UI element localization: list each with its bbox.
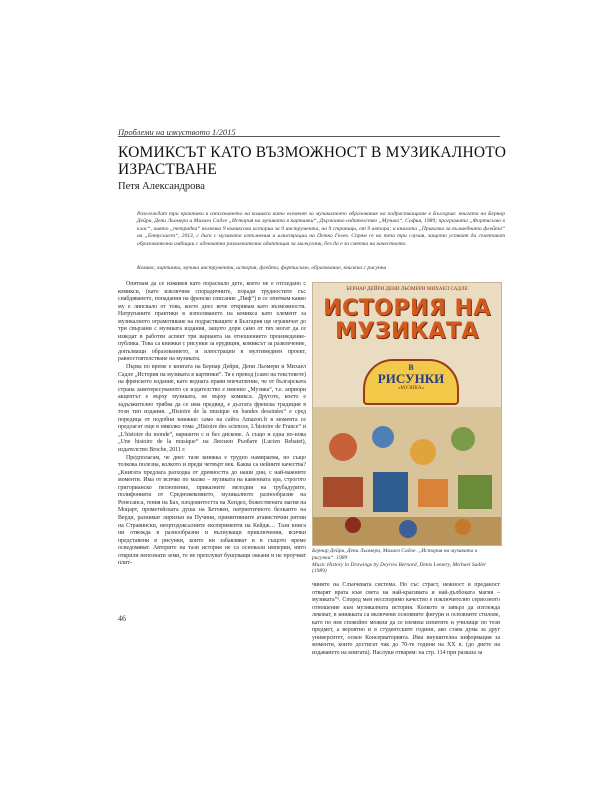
cover-banner: [363, 359, 459, 405]
article-author: Петя Александрова: [118, 181, 205, 192]
caption-en: Music History in Drawings by Deyries Bernard, Denis Lemery, Michael Sadler (1989): [312, 561, 487, 575]
page-number: 46: [118, 614, 126, 623]
cover-illustration: [313, 407, 501, 545]
body-right-column: [312, 582, 500, 662]
journal-header: Проблеми на изкуството 1/2015: [118, 127, 236, 137]
cover-title: ИСТОРИЯ НА МУЗИКАТА: [323, 296, 491, 344]
body-paragraph: Опитвам да се изживея като порасналo дете, което не е отгледано с комикси, (като изключим спорадичните, поради трудностите със снабдяването, попадания на френско списание „Пиф“) и се опитвам какво му е липсвало от това, което днес вече откривам като възможности. Натрупаните практики в използването на комикса като елемент за музикалното ограмотяване на подрастващите в България ще ограничат до три свързани с музиката издания, защото дори само от тях могат да се изведат в работен аспект три варианта на отношението произведение-публика. Това са книжки с рисунки за ерудиция, комиксът за развлечение, допълващи образованието, и илюстрации в мултимедиен проект, равностоятелстване на музиката.: [118, 281, 306, 363]
body-left-column: [118, 281, 306, 607]
keywords: Комикс, картинки, музика инструменти, история, флейта, фортисимо, образование, книжка с рисунки: [137, 265, 387, 271]
figure-caption: [312, 548, 500, 575]
cover-sub-prefix: В: [408, 363, 414, 372]
cover-publisher: «МУЗИКА»: [398, 386, 424, 391]
body-paragraph: Първа по време е книгата на Бернар Дейри, Дени Льомери и Михаел Садле „История на музиката в картинки“. Тя е превод (само на текстовете) на френското издание, като ведната прави впечатление, че от българската страна заинтересуваното се издателство е именно „Музика“, т.е. априори акцентът е върху музиката, не върху комикса. Другото, което е задължително трябва да се има предвид, е дългата френска традиция в този тип издания. „Histoire de la musique en bandes dessinées“ е сред поредица от подобни книжки: само на сайта Amazon.fr в момента се предлагат още в няколко тома „Histoire des sciences, L'histoire de France“ и „L'histoire du monde“, варианти с и без дискове. А също и една по-нова „Une histoire de la musique“ на Люсиен Ръобате (Lucien Rebatet), издателство Broche, 2011 г.: [118, 364, 306, 454]
header-divider: [118, 136, 500, 137]
article-title: КОМИКСЪТ КАТО ВЪЗМОЖНОСТ В МУЗИКАЛНОТО ИЗРАСТВАНЕ: [118, 144, 507, 178]
body-paragraph: Предполагам, че днес тази книжка е трудно намираема, но също толкова полезна, колкото и преди четвърт век. Каква са нейните качества? „Книгата предлага разходка от древността до наши дни, с най-важните моменти. Има от всичко по малко – музиката на каменната ера, строгото григорианско песнопение, приказните мелодии на трубадурите, полифонията от Средновековието, музикалното разнообразие на Ренесанса, гения на Бах, плодовитостта на Хендел, божествената магия на Моцарт, прометейската душа на Бетовен, патриотичното белкантo на Верди, разнимат лиризъм на Пучини, примитивните атавистични ритми на Стравински, неортодоксалните експерименти на Кейдж… Тази книга ни отвежда в разнообразни и вълнуващи приключения, всички представени в рисунки, които ни забавляват и в същото време осведомяват. Авторите на тази история не са основали империи, нито открили непознати земи, те не преплуват бушуващи океани и не проучват плит-: [118, 454, 306, 567]
abstract: Разглеждат три практики в използването на комикса като елемент за музикалното образование на подрастващите в България: книгата на Бернар Дейри, Дени Льомери и Михаел Садле „История на музиката в картинки“, Държавно издателство „Музика“, София, 1989; програмата „Фортисимо в клас“, чиято „тетрадка“ включва 9 комиксови истории за 9 инструмента, на 9 страници, от 9 автора; и книгата „Приказка за вълшебната флейта“ на „Ентусиаст“, 2013, с диск с музиката изпълнения и илюстрации на Петко Гелев. Спрям се на тези три случая, защото успяват да съчетават образователни амбиции с адекватна развлекателна адаптация за малчугани, без да е за сметка на качеството.: [137, 211, 505, 247]
caption-bg: Бернар Дейри, Дени Льомери, Михаел Садле. „История на музиката в рисунки“. 1989: [312, 548, 478, 561]
cover-authors: БЕРНАР ДЕЙРИ ДЕНИ ЛЬОМЕРИ МИХАЕЛ САДЛЕ: [346, 286, 468, 292]
body-paragraph: чините на Слънчевата система. Но със страст, нежност и преданост отварят врата към света на най-красивата и най-дълбоката магия – музиката“¹. Според мен несспоримо качество е изключително сериозното отношение към музикалната история. Колкото и завърз да изглежда лековат, в книжката са включени основните фигури и основните стилове, като по нея спокойно можеш да се вземеш изпитите и училище по този предмет, а вероятно и в студентските години, ако става дума за друг университет, освен Консерваторията. Има внушителна информация за моменти, които достигат чак до 70-те години на XX в. (до днете на издаването на книгата). Наслуки отварям: на стр. 114 при разказа за: [312, 582, 500, 656]
cover-sub-title: РИСУНКИ: [377, 371, 445, 386]
book-cover-image: [312, 282, 502, 546]
